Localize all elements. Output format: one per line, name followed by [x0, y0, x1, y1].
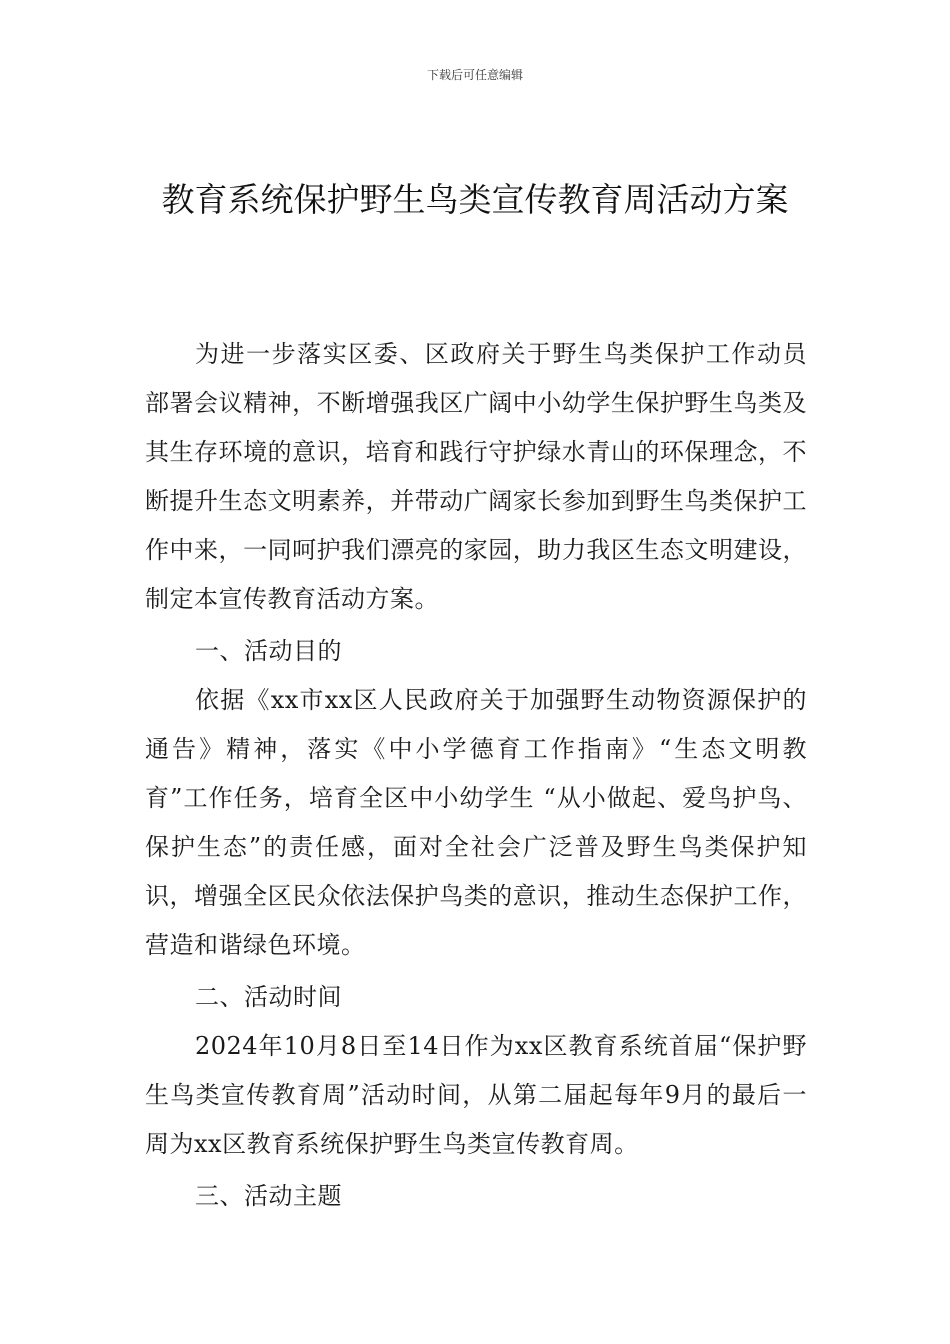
section-body-purpose: 依据《xx市xx区人民政府关于加强野生动物资源保护的通告》精神，落实《中小学德育工作指南》“生态文明教育”工作任务，培育全区中小幼学生 “从小做起、爱鸟护鸟、保护生态”的责任感，面对全社会广泛普及野生鸟类保护知识，增强全区民众依法保护鸟类的意识，推动生态保护工作，营造和谐绿色环境。: [145, 686, 807, 959]
section-heading-purpose: 一、活动目的: [195, 637, 342, 665]
page-header-note: 下载后可任意编辑: [426, 68, 523, 82]
document-title: 教育系统保护野生鸟类宣传教育周活动方案: [161, 180, 789, 219]
section-body-time: 2024年10月8日至14日作为xx区教育系统首届“保护野生鸟类宣传教育周”活动时间，从第二届起每年9月的最后一周为xx区教育系统保护野生鸟类宣传教育周。: [145, 1032, 807, 1158]
section-heading-theme: 三、活动主题: [195, 1182, 342, 1210]
document-body: [145, 330, 807, 1221]
section-heading-time: 二、活动时间: [195, 983, 342, 1011]
intro-paragraph: 为进一步落实区委、区政府关于野生鸟类保护工作动员部署会议精神，不断增强我区广阔中小幼学生保护野生鸟类及其生存环境的意识，培育和践行守护绿水青山的环保理念，不断提升生态文明素养，并带动广阔家长参加到野生鸟类保护工作中来，一同呵护我们漂亮的家园，助力我区生态文明建设，制定本宣传教育活动方案。: [145, 340, 807, 613]
